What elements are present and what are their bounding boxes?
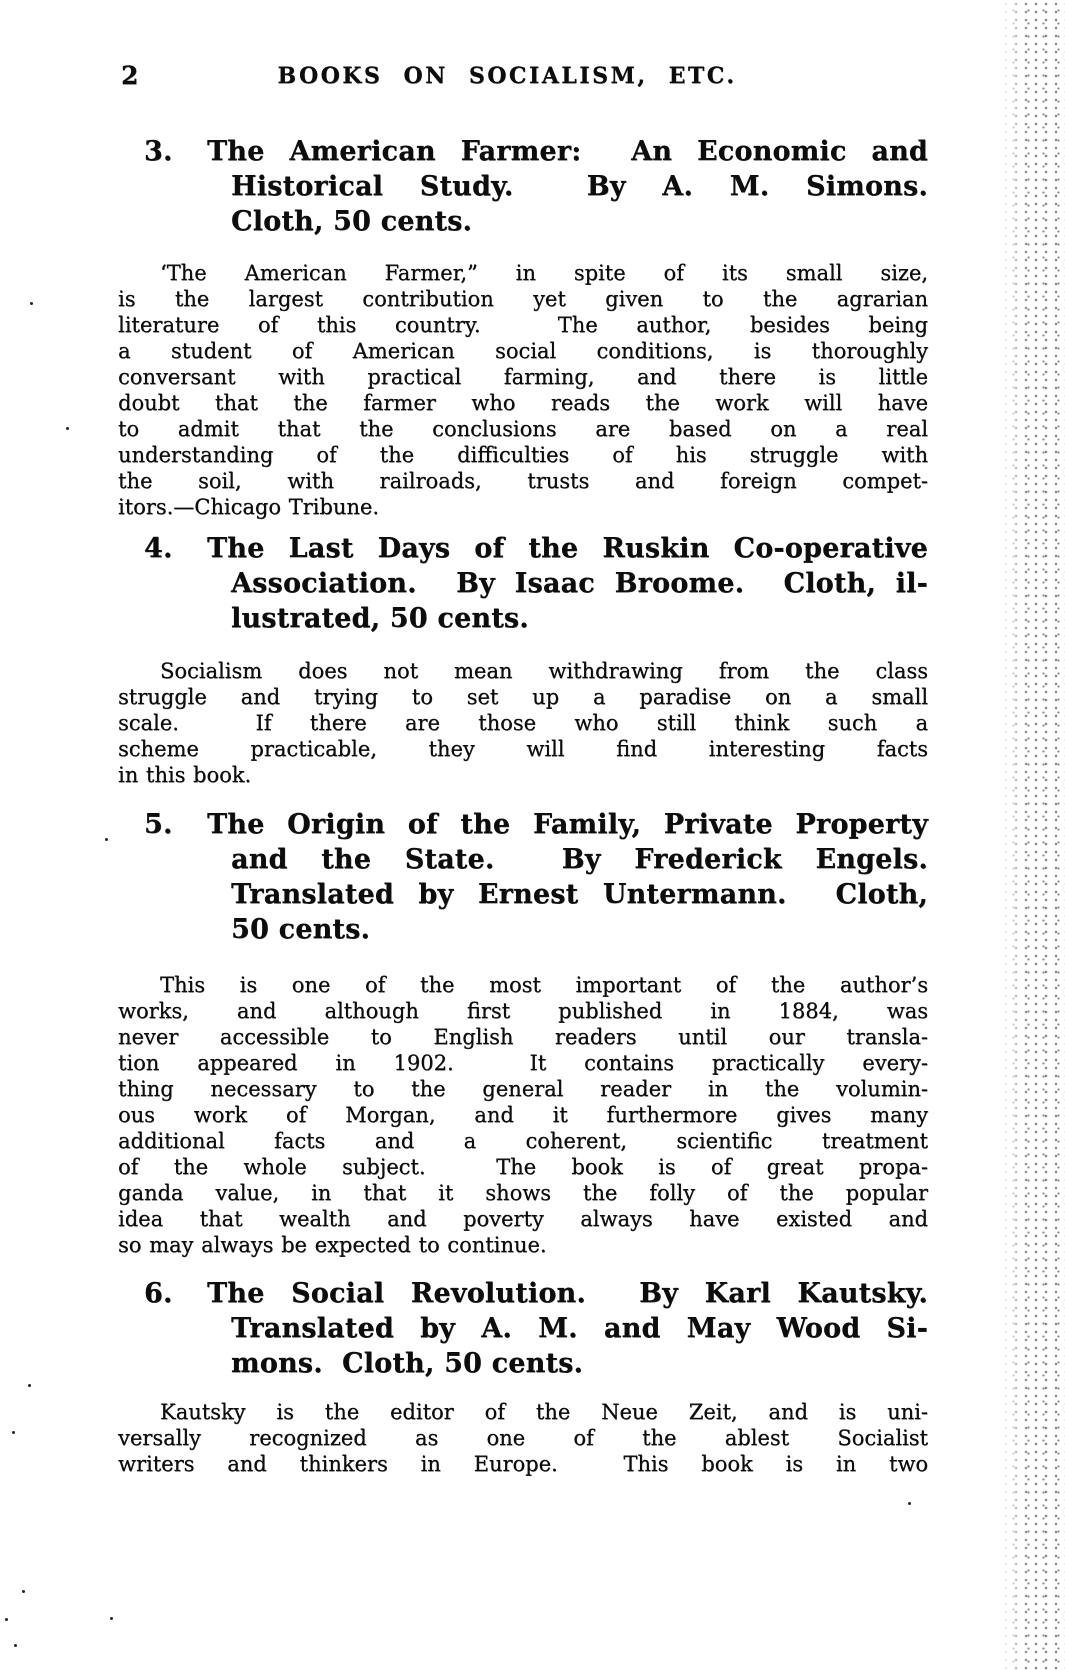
text-line: additional facts and a coherent, scientific treatment [118,1129,928,1153]
scan-speck [110,1617,113,1620]
text-line: Translated by A. M. and May Wood Si- [231,1313,928,1344]
text-line: literature of this country. The author, besides being [118,313,928,337]
text-line: scale. If there are those who still think such a [118,711,928,735]
text-line: Socialism does not mean withdrawing from the class [160,659,928,683]
text-line: The Last Days of the Ruskin Co-operative [207,533,928,564]
text-line: works, and although first published in 1884, was [118,999,928,1023]
entry-title [207,134,928,239]
text-line: 50 cents. [231,914,371,945]
entry-number: 5. [144,809,173,840]
entry-description [118,260,928,520]
text-line: This is one of the most important of the author’s [160,973,928,997]
text-line: struggle and trying to set up a paradise on a small [118,685,928,709]
text-line: scheme practicable, they will find interesting facts [118,737,928,761]
scan-speck [105,838,108,841]
text-line: tion appeared in 1902. It contains practically every- [118,1051,928,1075]
text-line: The Origin of the Family, Private Property [207,809,928,840]
catalog-entry [118,807,928,1258]
entry-description [118,658,928,788]
entry-heading [118,1276,928,1381]
text-line: and the State. By Frederick Engels. [231,844,928,875]
entry-heading [118,531,928,636]
scan-speck [30,302,33,305]
text-line: understanding of the difficulties of his struggle with [118,443,928,467]
entry-number: 6. [144,1278,173,1309]
text-line: Historical Study. By A. M. Simons. [231,171,928,202]
running-head-title: BOOKS ON SOCIALISM, ETC. [277,63,737,89]
text-line: ous work of Morgan, and it furthermore gives many [118,1103,928,1127]
entry-title [207,1276,928,1381]
scan-speck [28,1384,31,1387]
entry-heading [118,134,928,239]
text-line: Translated by Ernest Untermann. Cloth, [231,879,928,910]
entry-title [207,531,928,636]
text-line: to admit that the conclusions are based on a real [118,417,928,441]
text-line: Kautsky is the editor of the Neue Zeit, and is uni- [160,1400,928,1424]
text-line: lustrated, 50 cents. [231,603,529,634]
text-line: The American Farmer: An Economic and [207,136,928,167]
entry-heading [118,807,928,947]
text-line: never accessible to English readers until our transla- [118,1025,928,1049]
text-line: itors.—Chicago Tribune. [118,495,379,519]
entry-number: 4. [144,533,173,564]
scan-speck [12,1431,15,1434]
text-line: thing necessary to the general reader in the volumin- [118,1077,928,1101]
text-line: so may always be expected to continue. [118,1233,547,1257]
scan-speck [66,427,69,430]
book-catalog-list [118,134,928,1477]
text-line: is the largest contribution yet given to the agrarian [118,287,928,311]
text-line: Association. By Isaac Broome. Cloth, il- [231,568,928,599]
text-line: writers and thinkers in Europe. This book is in two [118,1452,928,1476]
entry-description [118,1399,928,1477]
scan-speck [5,1618,8,1621]
text-line: Cloth, 50 cents. [231,206,473,237]
page-number: 2 [121,61,139,90]
text-line: the soil, with railroads, trusts and foreign compet- [118,469,928,493]
text-line: in this book. [118,763,252,787]
text-line: doubt that the farmer who reads the work will have [118,391,928,415]
text-line: idea that wealth and poverty always have existed and [118,1207,928,1231]
entry-description [118,972,928,1258]
text-line: ‘The American Farmer,” in spite of its small size, [160,261,928,285]
text-line: a student of American social conditions, is thoroughly [118,339,928,363]
text-line: mons. Cloth, 50 cents. [231,1348,584,1379]
entry-title [207,807,928,947]
text-line: The Social Revolution. By Karl Kautsky. [207,1278,928,1309]
catalog-entry [118,531,928,788]
scan-speck [22,1590,25,1593]
scan-edge-halftone-texture [1001,0,1065,1670]
catalog-entry [118,1276,928,1477]
catalog-entry [118,134,928,520]
scan-speck [908,1502,911,1505]
text-line: ganda value, in that it shows the folly of the popular [118,1181,928,1205]
text-line: versally recognized as one of the ablest Socialist [118,1426,928,1450]
text-line: conversant with practical farming, and there is little [118,365,928,389]
text-line: of the whole subject. The book is of great propa- [118,1155,928,1179]
entry-number: 3. [144,136,173,167]
scan-speck [14,1644,17,1647]
